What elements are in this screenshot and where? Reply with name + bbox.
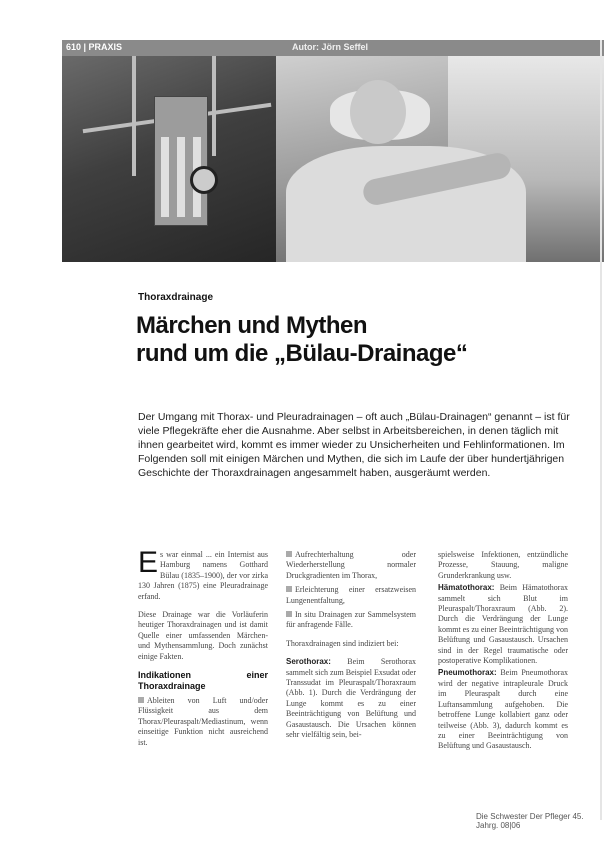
bullet-paragraph: [286, 585, 416, 606]
bullet-square-icon: [286, 611, 292, 617]
bullet-paragraph: [138, 696, 268, 748]
paragraph: [286, 657, 416, 740]
term-haematothorax: Hämatothorax:: [438, 583, 495, 593]
author-label: Autor: Jörn Seffel: [292, 42, 369, 52]
drop-cap: E: [138, 546, 159, 579]
article-title: [136, 312, 576, 368]
section-label: 610 | PRAXIS: [66, 42, 123, 52]
term-serothorax: Serothorax:: [286, 657, 331, 667]
patient-head: [350, 80, 406, 144]
wheel: [190, 166, 218, 194]
paragraph: [438, 583, 568, 666]
term-pneumothorax: Pneumothorax:: [438, 668, 497, 678]
header-bar: [62, 40, 604, 56]
bullet-square-icon: [138, 697, 144, 703]
section-heading: Indikationen einer Thoraxdrainage: [138, 670, 268, 692]
header-photo: [62, 56, 604, 262]
bullet-text: Erleichterung einer ersatzweisen Lungenentfaltung,: [286, 585, 416, 605]
page-edge: [600, 40, 602, 820]
title-line-1: Märchen und Mythen: [136, 312, 368, 339]
article-kicker: Thoraxdrainage: [138, 292, 214, 303]
bullet-paragraph: [286, 610, 416, 631]
stand-pole: [212, 56, 216, 156]
bullet-square-icon: [286, 586, 292, 592]
photo-drainage-equipment: [62, 56, 276, 262]
rack-chamber: [177, 137, 185, 217]
paragraph-text: Beim Serothorax sammelt sich zum Beispiel Exsudat oder Transsudat im Pleuraspalt/Thoraxraum (Abb. 1). Durch die Verdrängung der Lunge kommt es zu einer Beeinträchtigung von Belüftung und Gasaustausch. Die Ursachen können sehr vielfältig sein, bei-: [286, 657, 416, 740]
stand-pole: [132, 56, 136, 176]
bullet-text: Ableiten von Luft und/oder Flüssigkeit aus dem Thorax/Pleuraspalt/Mediastinum, wenn einseitige Funktion nicht ausreichend ist.: [138, 696, 268, 747]
page-footer: Die Schwester Der Pfleger 45. Jahrg. 08|06: [476, 812, 584, 830]
paragraph-text: Beim Pneumothorax wird der negative intrapleurale Druck im Pleuraspalt durch eine Luftansammlung aufgehoben. Die betroffene Lunge kollabiert ganz oder teilweise (Abb. 3), dadurch kommt es zu einer Beeinträchtigung von Belüftung und Gasaustausch.: [438, 668, 568, 751]
paragraph: [138, 546, 268, 602]
paragraph-text: s war einmal ... ein Internist aus Hamburg namens Gotthard Bülau (1835–1900), der vor zirka 130 Jahren (1875) eine Pleuradrainage erfand.: [138, 550, 268, 601]
paragraph-text: Beim Hämatothorax sammelt sich Blut im Pleuraspalt/Thoraxraum (Abb. 2). Durch die Verdrängung der Lunge kommt es zu einer Beeinträchtigung von Belüftung und Gasaustausch. Ursachen sind in der Regel traumatische oder postoperative Komplikationen.: [438, 583, 569, 666]
bullet-text: In situ Drainagen zur Sammelsystem für anfragende Fälle.: [286, 610, 416, 630]
bullet-paragraph: [286, 550, 416, 581]
title-line-2: rund um die „Bülau-Drainage“: [136, 340, 468, 367]
bullet-square-icon: [286, 551, 292, 557]
column-2: [286, 550, 416, 749]
paragraph: Thoraxdrainagen sind indiziert bei:: [286, 638, 399, 648]
column-1: [138, 546, 268, 756]
article-lead: Der Umgang mit Thorax- und Pleuradrainagen – oft auch „Bülau-Drainagen“ genannt – ist für viele Pflegekräfte eher die Ausnahme. Aber selbst in Arbeitsbereichen, in denen täglich mit ihnen gearbeitet wird, kommt es immer wieder zu Unsicherheiten und Fehlinformationen. Im Folgenden soll mit einigen Märchen und Mythen, die sich im Laufe der über hundertjährigen Geschichte der Thoraxdrainagen angesammelt haben, ausgeräumt werden.: [138, 411, 570, 479]
paragraph: Diese Drainage war die Vorläuferin heutiger Thoraxdrainagen und ist damit Quelle einer umfassenden Märchen- und Mythensammlung. Doch zunächst einige Fakten.: [138, 610, 268, 661]
drainage-rack: [154, 96, 208, 226]
rack-chamber: [161, 137, 169, 217]
column-3: [438, 550, 568, 760]
bullet-text: Aufrechterhaltung oder Wiederherstellung normaler Druckgradienten im Thorax,: [286, 550, 416, 580]
paragraph: [438, 668, 568, 751]
paragraph: spielsweise Infektionen, entzündliche Prozesse, Stauung, maligne Grunderkrankung usw.: [438, 550, 568, 580]
